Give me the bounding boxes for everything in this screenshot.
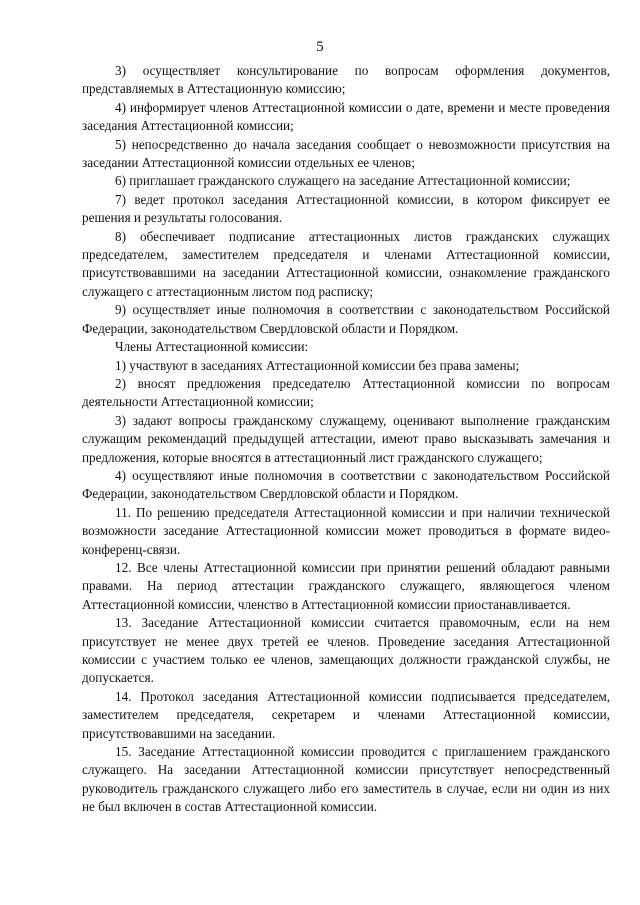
paragraph: 2) вносят предложения председателю Аттестационной комиссии по вопросам деятельности Аттестационной комиссии; [82, 375, 610, 410]
paragraph: 11. По решению председателя Аттестационной комиссии и при наличии технической возможности заседание Аттестационной комиссии может проводиться в формате видео-конференц-связи. [82, 504, 610, 557]
paragraph: 13. Заседание Аттестационной комиссии считается правомочным, если на нем присутствует не менее двух третей ее членов. Проведение заседания Аттестационной комиссии с участием только ее членов, замещающих должности гражданской службы, не допускается. [82, 615, 610, 686]
paragraph: 4) осуществляют иные полномочия в соответствии с законодательством Российской Федерации, законодательством Свердловской области и Порядком. [82, 467, 610, 502]
paragraph: 5) непосредственно до начала заседания сообщает о невозможности присутствия на заседании Аттестационной комиссии отдельных ее членов; [82, 136, 610, 171]
paragraph: 12. Все члены Аттестационной комиссии при принятии решений обладают равными правами. На период аттестации гражданского служащего, являющегося членом Аттестационной комиссии, членство в Аттестационной комиссии приостанавливается. [82, 559, 610, 612]
document-body [82, 62, 610, 817]
paragraph: 14. Протокол заседания Аттестационной комиссии подписывается председателем, заместителем председателя, секретарем и членами Аттестационной комиссии, присутствовавшими на заседании. [82, 688, 610, 741]
paragraph: 1) участвуют в заседаниях Аттестационной комиссии без права замены; [115, 357, 520, 373]
paragraph: 3) осуществляет консультирование по вопросам оформления документов, представляемых в Аттестационную комиссию; [82, 63, 610, 97]
paragraph: Члены Аттестационной комиссии: [115, 339, 309, 355]
paragraph: 15. Заседание Аттестационной комиссии проводится с приглашением гражданского служащего. На заседании Аттестационной комиссии присутствует непосредственный руководитель гражданского служащего либо его заместитель в случае, если ни один из них не был включен в состав Аттестационной комиссии. [82, 744, 610, 815]
paragraph: 9) осуществляет иные полномочия в соответствии с законодательством Российской Федерации, законодательством Свердловской области и Порядком. [82, 302, 610, 336]
paragraph: 8) обеспечивает подписание аттестационных листов гражданских служащих председателем, заместителем председателя и членами Аттестационной комиссии, присутствовавшими на заседании Аттестационной комиссии, ознакомление гражданского служащего с аттестационным листом под расписку; [82, 228, 610, 299]
page-number: 5 [316, 39, 324, 55]
paragraph: 6) приглашает гражданского служащего на заседание Аттестационной комиссии; [115, 173, 571, 189]
paragraph: 3) задают вопросы гражданскому служащему, оценивают выполнение гражданским служащим рекомендаций предыдущей аттестации, имеют право высказывать замечания и предложения, которые вносятся в аттестационный лист гражданского служащего; [82, 412, 610, 465]
paragraph: 4) информирует членов Аттестационной комиссии о дате, времени и месте проведения заседания Аттестационной комиссии; [82, 99, 610, 134]
paragraph: 7) ведет протокол заседания Аттестационной комиссии, в котором фиксирует ее решения и результаты голосования. [82, 191, 610, 226]
